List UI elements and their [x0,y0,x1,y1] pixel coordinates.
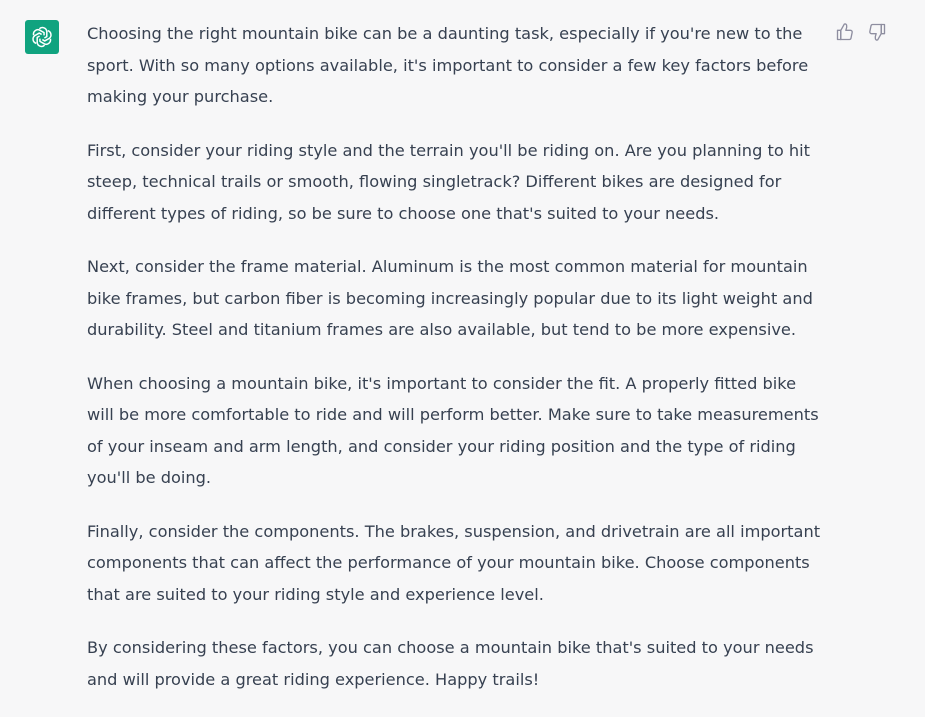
thumbs-up-icon [835,22,855,42]
message-paragraph: Choosing the right mountain bike can be a daunting task, especially if you're new to the sport. With so many options available, it's important to consider a few key factors before making your purchase. [87,24,809,106]
thumbs-down-icon [867,22,887,42]
thumbs-up-button[interactable] [835,22,855,42]
assistant-avatar [25,20,59,54]
message-paragraph: First, consider your riding style and the terrain you'll be riding on. Are you planning to hit steep, technical trails or smooth, flowing singletrack? Different bikes are designed for different types of riding, so be sure to choose one that's suited to your needs. [87,140,810,223]
feedback-controls [835,22,887,42]
message-paragraph: By considering these factors, you can choose a mountain bike that's suited to your needs and will provide a great riding experience. Happy trails! [87,638,814,689]
openai-logo-icon [30,25,54,49]
thumbs-down-button[interactable] [867,22,887,42]
message-paragraph: Finally, consider the components. The brakes, suspension, and drivetrain are all important components that can affect the performance of your mountain bike. Choose components that are suited to your riding style and experience level. [87,521,821,604]
message-paragraph: When choosing a mountain bike, it's important to consider the fit. A properly fitted bike will be more comfortable to ride and will perform better. Make sure to take measurements of your inseam and arm length, and consider your riding position and the type of riding you'll be doing. [87,373,819,487]
message-content [87,18,822,717]
message-paragraph: Next, consider the frame material. Aluminum is the most common material for mountain bike frames, but carbon fiber is becoming increasingly popular due to its light weight and durability. Steel and titanium frames are also available, but tend to be more expensive. [87,257,813,339]
